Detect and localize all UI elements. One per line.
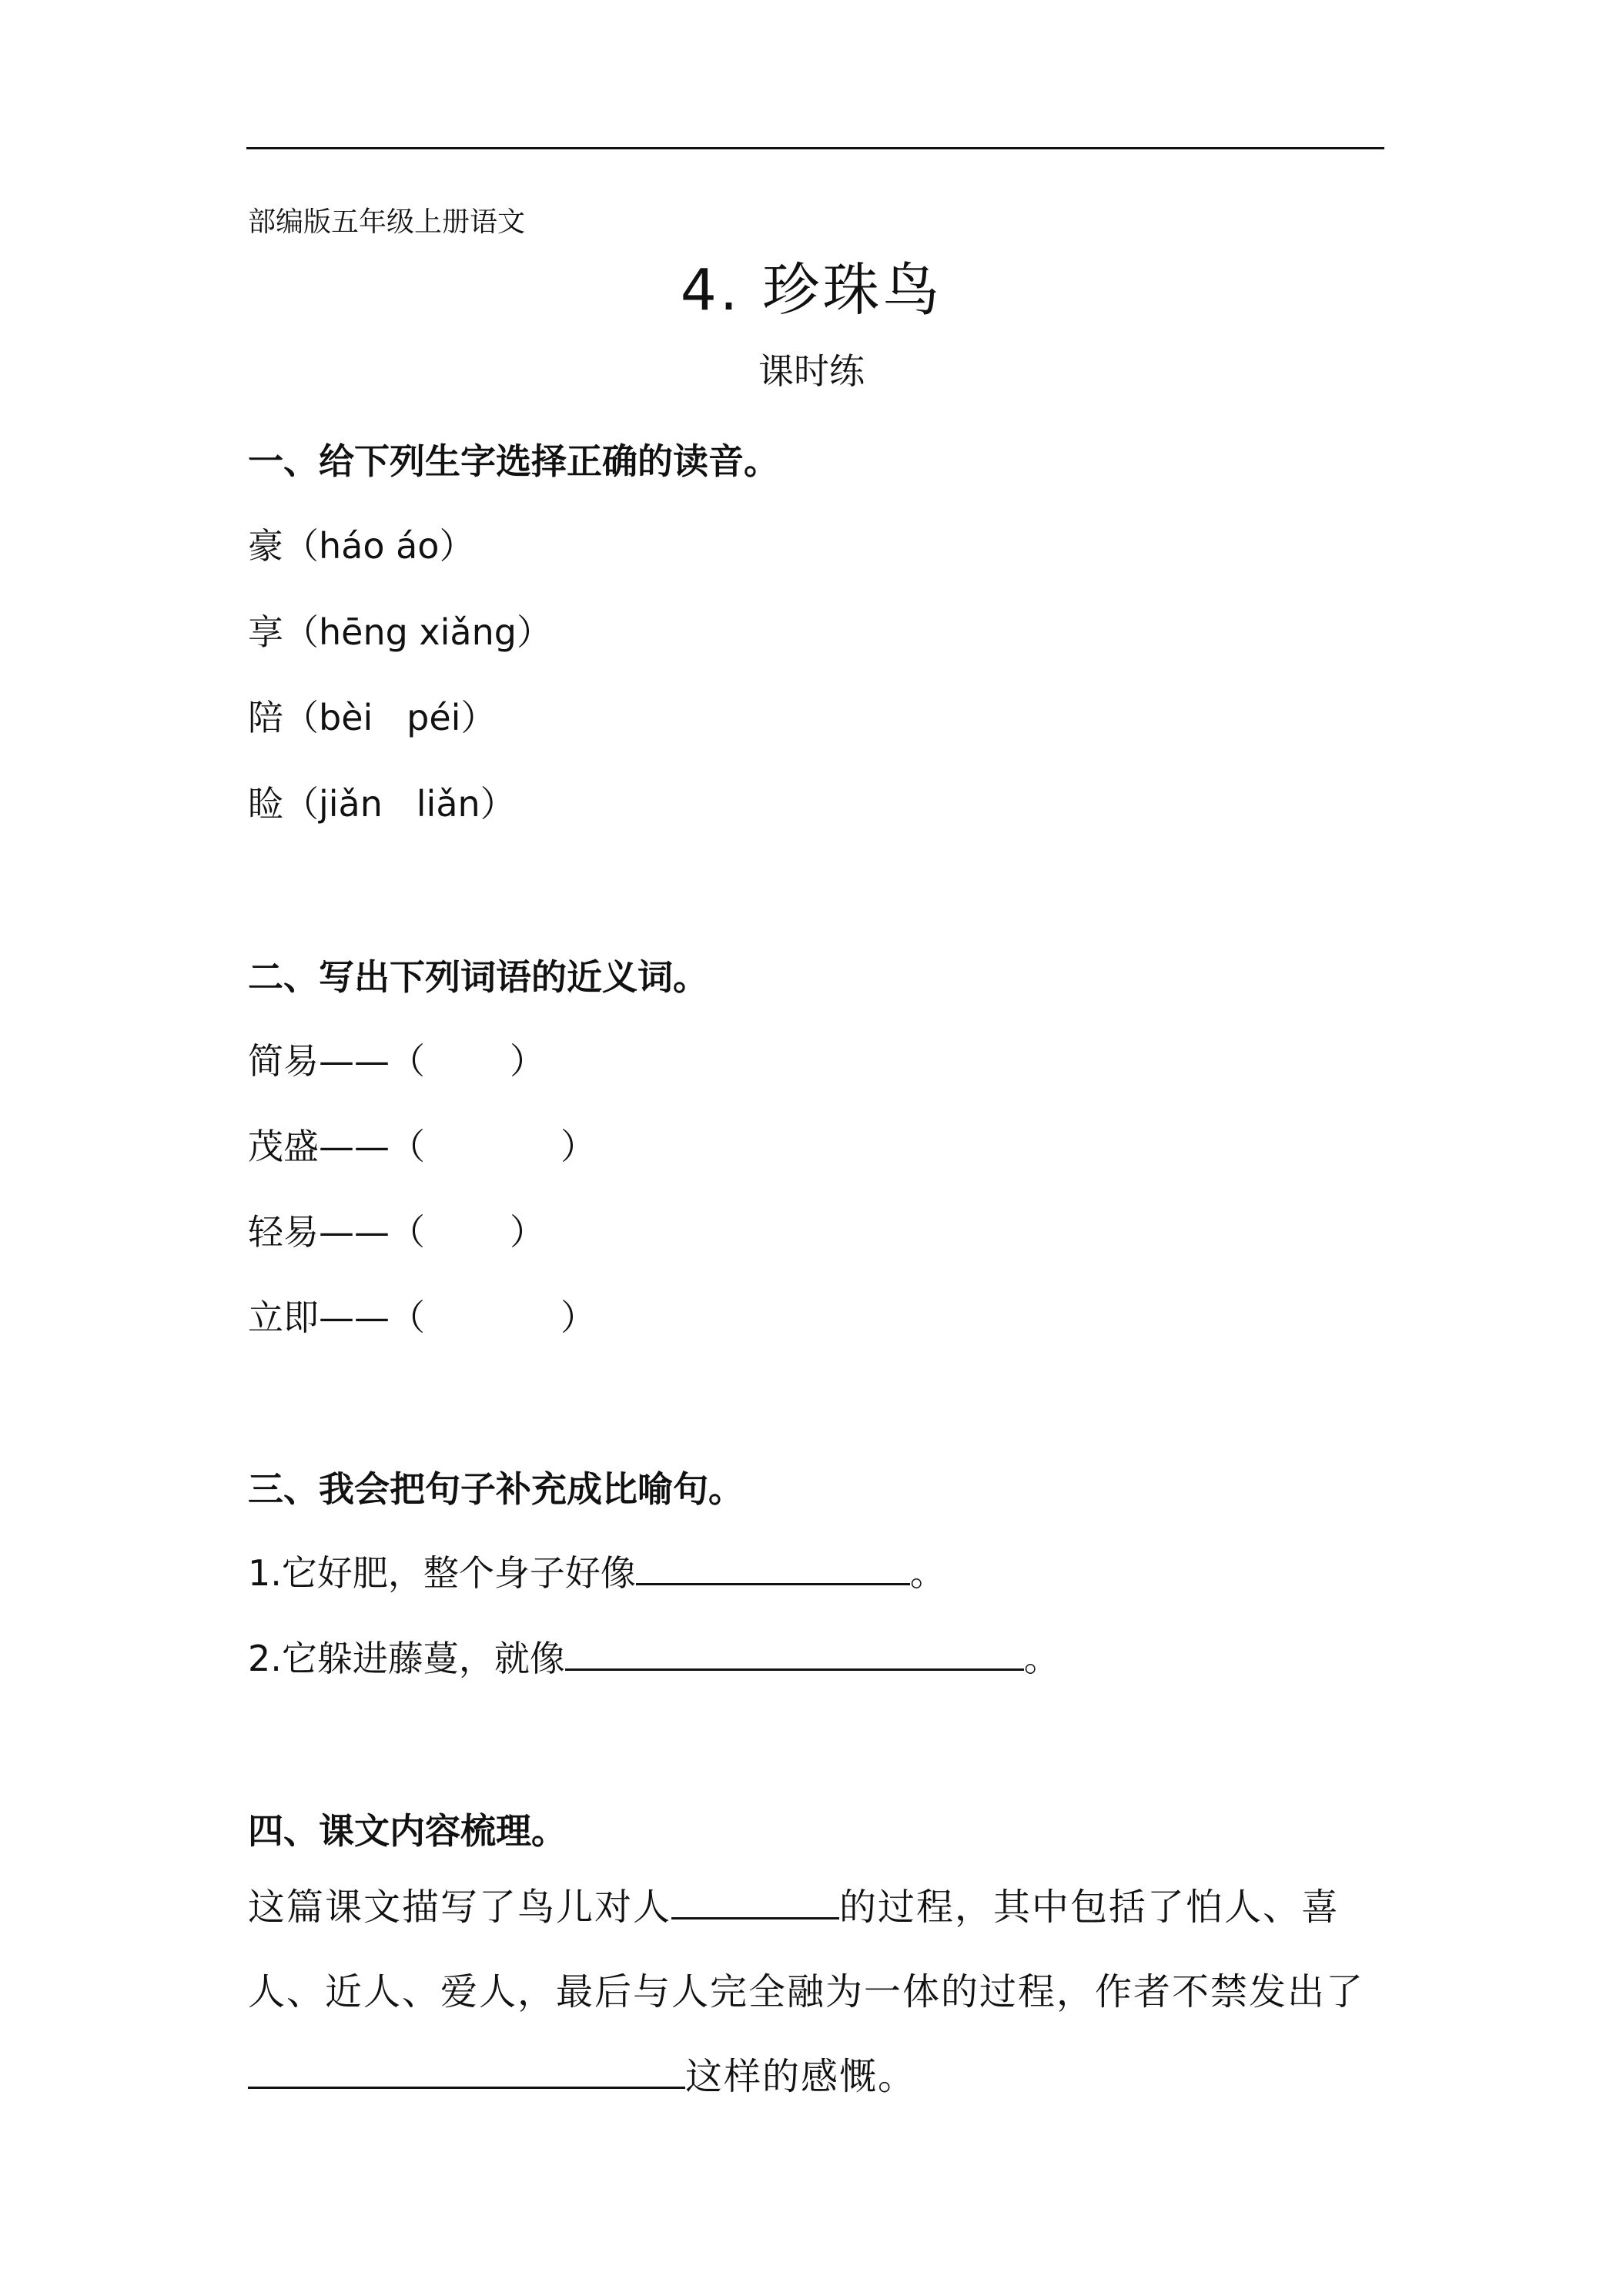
- answer-open-paren: （: [390, 1126, 425, 1167]
- synonym-item: [248, 1033, 545, 1084]
- pinyin-options: （bèi péi）: [283, 697, 497, 738]
- answer-open-paren: （: [390, 1040, 425, 1082]
- lesson-title: 珍珠鸟: [762, 257, 943, 323]
- answer-close-paren: ）: [510, 1040, 545, 1082]
- pinyin-options: （háo áo）: [283, 525, 475, 567]
- lesson-number: 4.: [680, 257, 741, 323]
- synonym-word: 茂盛——: [248, 1126, 390, 1167]
- book-label: 部编版五年级上册语文: [248, 206, 526, 238]
- page-title: [0, 245, 1623, 326]
- answer-blank[interactable]: [248, 2051, 685, 2089]
- pinyin-char: 享: [248, 611, 283, 653]
- header-rule: [246, 147, 1384, 149]
- section2-heading: 二、写出下列词语的近义词。: [248, 956, 708, 998]
- pinyin-options: （hēng xiǎng）: [283, 611, 552, 653]
- summary-text: 的过程，其中包括了怕人、喜人、近人、爱人，最后与人完全融为一体的过程，作者不禁发出了: [248, 1886, 1365, 2013]
- answer-open-paren: （: [390, 1297, 425, 1338]
- pinyin-item: [248, 690, 496, 741]
- pinyin-char: 睑: [248, 783, 283, 825]
- synonym-word: 简易——: [248, 1040, 390, 1082]
- simile-question-1: [248, 1545, 945, 1596]
- synonym-word: 立即——: [248, 1297, 390, 1338]
- synonym-item: [248, 1290, 596, 1340]
- summary-text: 这篇课文描写了鸟儿对人: [248, 1886, 672, 1929]
- synonym-word: 轻易——: [248, 1211, 390, 1253]
- pinyin-item: [248, 604, 552, 655]
- question-text: 2.它躲进藤蔓，就像: [248, 1638, 565, 1679]
- answer-close-paren: ）: [561, 1297, 596, 1338]
- answer-blank[interactable]: [636, 1548, 910, 1585]
- simile-question-2: [248, 1631, 1059, 1682]
- answer-close-paren: ）: [561, 1126, 596, 1167]
- answer-blank[interactable]: [671, 1882, 839, 1919]
- answer-blank[interactable]: [565, 1633, 1024, 1671]
- summary-text: 这样的感慨。: [685, 2055, 917, 2098]
- section3-heading: 三、我会把句子补充成比喻句。: [248, 1468, 744, 1510]
- pinyin-char: 豪: [248, 525, 283, 567]
- synonym-item: [248, 1119, 596, 1170]
- section1-heading: 一、给下列生字选择正确的读音。: [248, 440, 779, 482]
- lesson-subtitle: 课时练: [758, 350, 865, 392]
- answer-open-paren: （: [390, 1211, 425, 1253]
- question-end: 。: [909, 1552, 945, 1594]
- section4-heading: 四、课文内容梳理。: [248, 1810, 567, 1852]
- question-text: 1.它好肥，整个身子好像: [248, 1552, 636, 1594]
- pinyin-item: [248, 776, 516, 827]
- question-end: 。: [1023, 1638, 1059, 1679]
- pinyin-char: 陪: [248, 697, 283, 738]
- synonym-item: [248, 1204, 545, 1255]
- summary-paragraph: [248, 1865, 1387, 2119]
- pinyin-item: [248, 518, 474, 569]
- pinyin-options: （jiǎn liǎn）: [283, 783, 516, 825]
- answer-close-paren: ）: [510, 1211, 545, 1253]
